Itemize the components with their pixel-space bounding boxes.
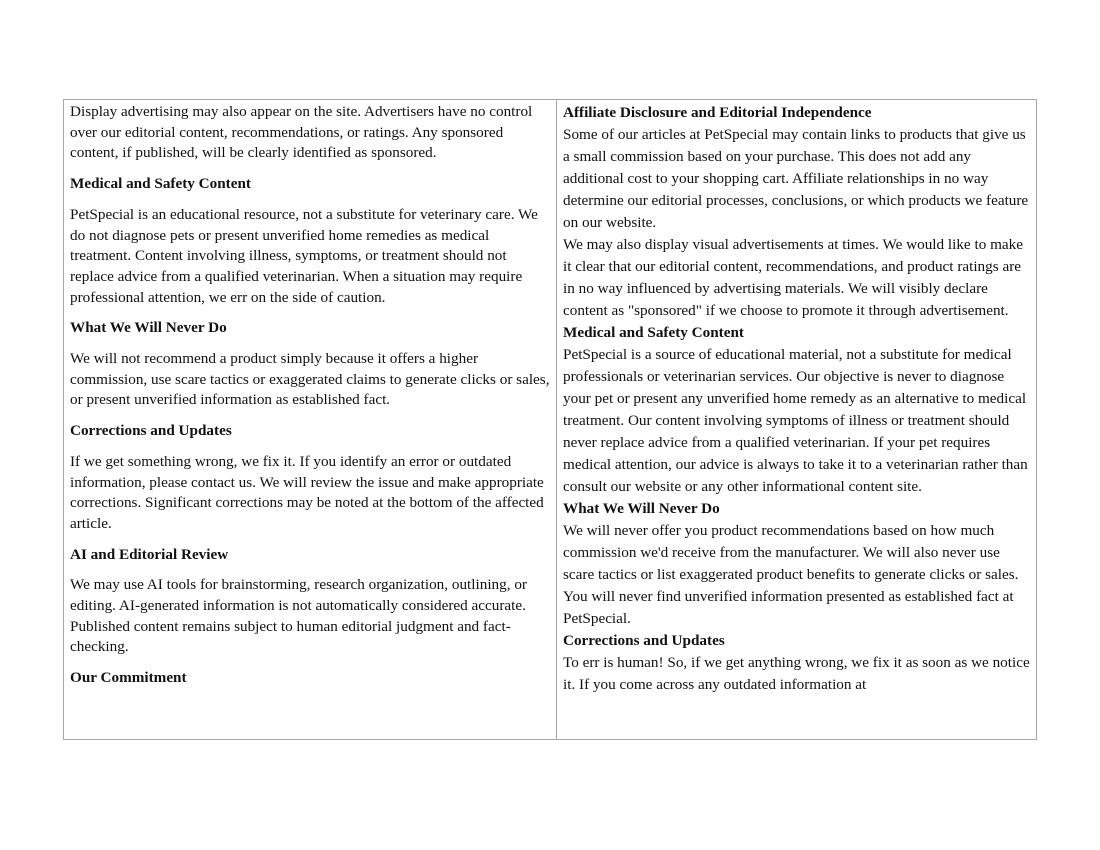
right-body-affiliate: Some of our articles at PetSpecial may contain links to products that give us a small commission based on your purchase. This does not add any additional cost to your shopping cart. Affiliate relationships in no way determine our editorial processes, conclusions, or which products we feature on our website. bbox=[563, 126, 1029, 231]
right-body-advertising: We may also display visual advertisements at times. We would like to make it clear that our editorial content, recommendations, and product ratings are in no way influenced by advertising materials. We will visibly declare content as "sponsored" if we choose to promote it through advertisement. bbox=[563, 236, 1023, 319]
right-heading-never-do: What We Will Never Do bbox=[563, 500, 720, 517]
right-body-never-do: We will never offer you product recommendations based on how much commission we'd receive from the manufacturer. We will also never use scare tactics or list exaggerated product benefits to generate clicks or sales. You will never find unverified information presented as established fact at PetSpecial. bbox=[563, 522, 1019, 627]
left-heading-commitment: Our Commitment bbox=[70, 669, 187, 687]
left-intro-paragraph: Display advertising may also appear on the site. Advertisers have no control over our editorial content, recommendations, or ratings. Any sponsored content, if published, will be clearly identified as sponsored. bbox=[70, 103, 533, 162]
right-column-cell bbox=[557, 100, 1036, 739]
left-heading-corrections: Corrections and Updates bbox=[70, 422, 232, 440]
right-body-medical: PetSpecial is a source of educational material, not a substitute for medical professionals or veterinarian services. Our objective is never to diagnose your pet or present any unverified home remedy as an alternative to medical treatment. Our content involving symptoms of illness or treatment should never replace advice from a qualified veterinarian. If your pet requires medical attention, our advice is always to take it to a veterinarian rather than consult our website or any other informational content site. bbox=[563, 346, 1028, 495]
left-heading-ai-review: AI and Editorial Review bbox=[70, 545, 229, 563]
right-heading-affiliate: Affiliate Disclosure and Editorial Independence bbox=[563, 104, 872, 121]
left-body-ai-review: We may use AI tools for brainstorming, research organization, outlining, or editing. AI-generated information is not automatically considered accurate. Published content remains subject to human editorial judgment and fact-checking. bbox=[70, 576, 527, 656]
right-body-corrections: To err is human! So, if we get anything wrong, we fix it as soon as we notice it. If you come across any outdated information at bbox=[563, 654, 1030, 693]
left-heading-never-do: What We Will Never Do bbox=[70, 319, 227, 337]
right-heading-medical: Medical and Safety Content bbox=[563, 324, 744, 341]
left-body-medical: PetSpecial is an educational resource, not a substitute for veterinary care. We do not diagnose pets or present unverified home remedies as medical treatment. Content involving illness, symptoms, or treatment should not replace advice from a qualified veterinarian. When a situation may require professional attention, we err on the side of caution. bbox=[70, 205, 538, 306]
right-heading-corrections: Corrections and Updates bbox=[563, 632, 725, 649]
left-heading-medical: Medical and Safety Content bbox=[70, 175, 251, 193]
left-body-corrections: If we get something wrong, we fix it. If you identify an error or outdated information, please contact us. We will review the issue and make appropriate corrections. Significant corrections may be noted at the bottom of the affected article. bbox=[70, 452, 544, 532]
comparison-table bbox=[63, 99, 1037, 740]
left-body-never-do: We will not recommend a product simply because it offers a higher commission, use scare tactics or exaggerated claims to generate clicks or sales, or present unverified information as established fact. bbox=[70, 350, 550, 409]
left-column-cell bbox=[64, 100, 557, 739]
